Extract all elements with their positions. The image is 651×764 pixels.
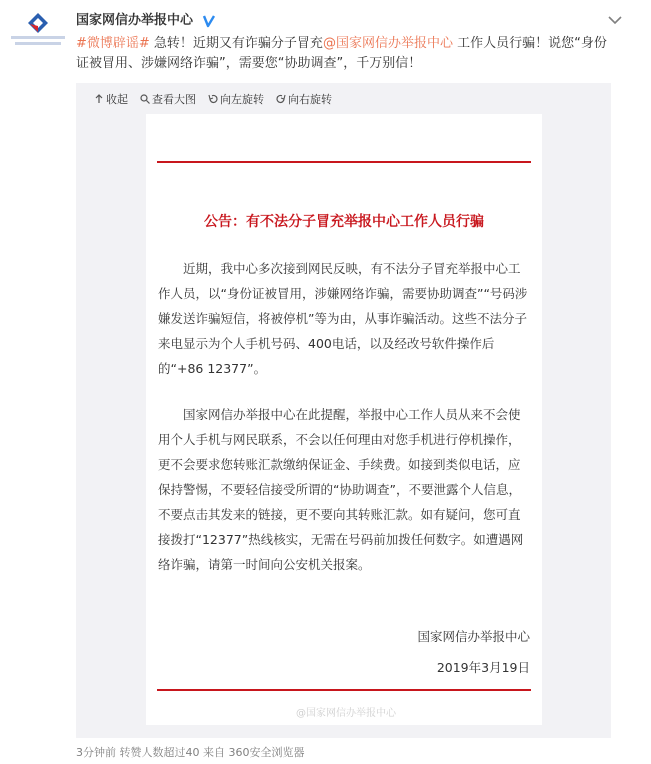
post-text-part: 工作人员行骗！说您“身份证被冒用、涉嫌网络诈骗”，需要您“协助调查”，千万别信！ (76, 36, 607, 71)
search-icon (140, 94, 150, 104)
verified-icon (202, 14, 216, 28)
top-divider (157, 161, 531, 163)
collapse-button[interactable] (94, 91, 128, 107)
watermark: @国家网信办举报中心 (296, 708, 396, 719)
post-text-part: 急转！近期又有诈骗分子冒充 (149, 36, 323, 51)
post-meta: 3分钟前 转赞人数超过40 来自 360安全浏览器 (76, 746, 305, 759)
notice-paragraph-1: 近期，我中心多次接到网民反映，有不法分子冒充举报中心工作人员，以“身份证被冒用，涉嫌网络诈骗，需要协助调查”“号码涉嫌发送诈骗短信，将被停机”等为由，从事诈骗活动。这些不法分子来电显示为个人手机号码、400电话，以及经改号软件操作后的“+86 12377”。 (158, 261, 528, 376)
notice-image[interactable] (146, 114, 542, 725)
view-large-label: 查看大图 (152, 93, 196, 106)
rotate-right-icon (276, 94, 286, 104)
notice-date: 2019年3月19日 (436, 660, 530, 675)
post-text (76, 34, 616, 74)
bottom-divider (157, 689, 531, 691)
image-panel (76, 83, 611, 738)
rotate-left-button[interactable] (208, 91, 264, 107)
mention-link[interactable]: @国家网信办举报中心 (322, 36, 453, 51)
image-toolbar (94, 91, 332, 107)
rotate-left-label: 向左旋转 (220, 93, 264, 106)
logo-caption-line (15, 42, 61, 45)
collapse-label: 收起 (106, 93, 128, 106)
view-large-button[interactable] (140, 91, 196, 107)
notice-title: 公告：有不法分子冒充举报中心工作人员行骗 (204, 214, 484, 230)
logo-caption-line (11, 36, 65, 39)
rotate-right-button[interactable] (276, 91, 332, 107)
author-name[interactable]: 国家网信办举报中心 (76, 13, 194, 28)
chevron-down-icon[interactable] (607, 14, 623, 26)
rotate-left-icon (208, 94, 218, 104)
arrow-up-icon (94, 94, 104, 104)
rotate-right-label: 向右旋转 (288, 93, 332, 106)
avatar[interactable] (11, 12, 65, 50)
hashtag-link[interactable]: #微博辟谣# (76, 36, 150, 51)
notice-signature: 国家网信办举报中心 (417, 629, 530, 644)
author-name-row (76, 9, 216, 28)
logo-icon (27, 12, 49, 34)
notice-paragraph-2: 国家网信办举报中心在此提醒，举报中心工作人员从来不会使用个人手机与网民联系，不会以任何理由对您手机进行停机操作，更不会要求您转账汇款缴纳保证金、手续费。如接到类似电话，应保持警惕，不要轻信接受所谓的“协助调查”，不要泄露个人信息，不要点击其发来的链接，更不要向其转账汇款。如有疑问，您可直接拨打“12377”热线核实，无需在号码前加拨任何数字。如遭遇网络诈骗，请第一时间向公安机关报案。 (158, 407, 524, 572)
